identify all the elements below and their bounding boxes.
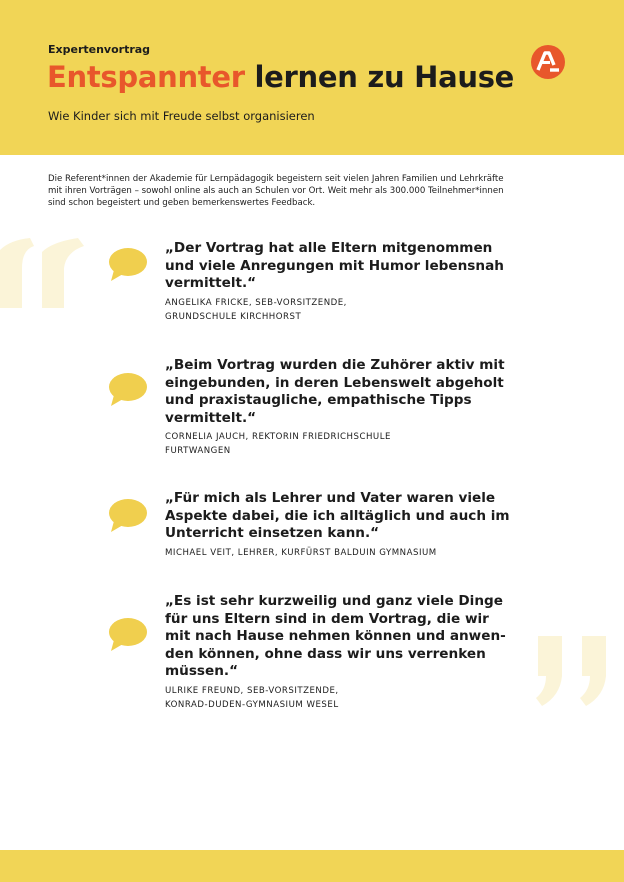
author-line: ULRIKE FREUND, SEB-VORSITZENDE, (165, 686, 339, 696)
kicker: Expertenvortrag (48, 43, 151, 56)
quotation-mark-icon (534, 636, 624, 706)
speech-bubble-icon (108, 372, 148, 408)
quote-line: für uns Eltern sind in dem Vortrag, die wir (165, 610, 489, 627)
speech-bubble-icon (108, 498, 148, 534)
quote-line: eingebunden, in deren Lebenswelt abgeholt (165, 374, 504, 391)
page-title (47, 60, 514, 94)
quote-line: vermittelt.“ (165, 409, 257, 426)
quote-line: Aspekte dabei, die ich alltäglich und auch im (165, 507, 510, 524)
intro-line: mit ihren Vorträgen – sowohl online als auch an Schulen vor Ort. Weit mehr als 300.000 Teilnehmer*innen (48, 186, 504, 196)
author-line: GRUNDSCHULE KIRCHHORST (165, 312, 302, 322)
quote-line: „Es ist sehr kurzweilig und ganz viele Dinge (165, 593, 503, 609)
quote-line: und praxistaugliche, empathische Tipps (165, 392, 472, 408)
testimonial-quote (165, 490, 525, 543)
testimonial-author (165, 684, 525, 712)
quote-line: und viele Anregungen mit Humor lebensnah (165, 257, 504, 274)
author-line: MICHAEL VEIT, LEHRER, KURFÜRST BALDUIN GYMNASIUM (165, 548, 437, 558)
akademie-logo-icon (531, 45, 565, 79)
testimonial-quote (165, 357, 525, 427)
footer-band (0, 850, 624, 882)
speech-bubble-icon (108, 247, 148, 283)
speech-bubble-icon (108, 617, 148, 653)
quote-line: Unterricht einsetzen kann.“ (165, 525, 380, 541)
intro-paragraph (48, 173, 568, 209)
testimonial-author (165, 296, 525, 324)
testimonial-quote (165, 593, 525, 681)
quotation-mark-icon (0, 238, 90, 308)
author-line: KONRAD-DUDEN-GYMNASIUM WESEL (165, 700, 339, 710)
quote-line: den können, ohne dass wir uns verrenken (165, 645, 486, 662)
subtitle: Wie Kinder sich mit Freude selbst organisieren (48, 109, 315, 123)
intro-line: Die Referent*innen der Akademie für Lernpädagogik begeistern seit vielen Jahren Familien und Lehrkräfte (48, 174, 504, 184)
author-line: ANGELIKA FRICKE, SEB-VORSITZENDE, (165, 298, 347, 308)
quote-line: müssen.“ (165, 663, 239, 679)
header-band (0, 0, 624, 155)
quote-line: „Für mich als Lehrer und Vater waren viele (165, 490, 496, 506)
quote-line: mit nach Hause nehmen können und anwen- (165, 628, 506, 644)
intro-line: sind schon begeistert und geben bemerkenswertes Feedback. (48, 198, 316, 208)
quote-line: „Beim Vortrag wurden die Zuhörer aktiv mit (165, 357, 505, 373)
testimonial-quote (165, 240, 525, 293)
quote-line: „Der Vortrag hat alle Eltern mitgenommen (165, 240, 493, 256)
quote-line: vermittelt.“ (165, 275, 257, 291)
author-line: CORNELIA JAUCH, REKTORIN FRIEDRICHSCHULE (165, 432, 391, 442)
title-accent: Entspannter (47, 60, 245, 94)
title-rest: lernen zu Hause (254, 60, 515, 94)
testimonial-author (165, 430, 525, 458)
testimonial-author (165, 546, 525, 560)
author-line: FURTWANGEN (165, 446, 231, 456)
